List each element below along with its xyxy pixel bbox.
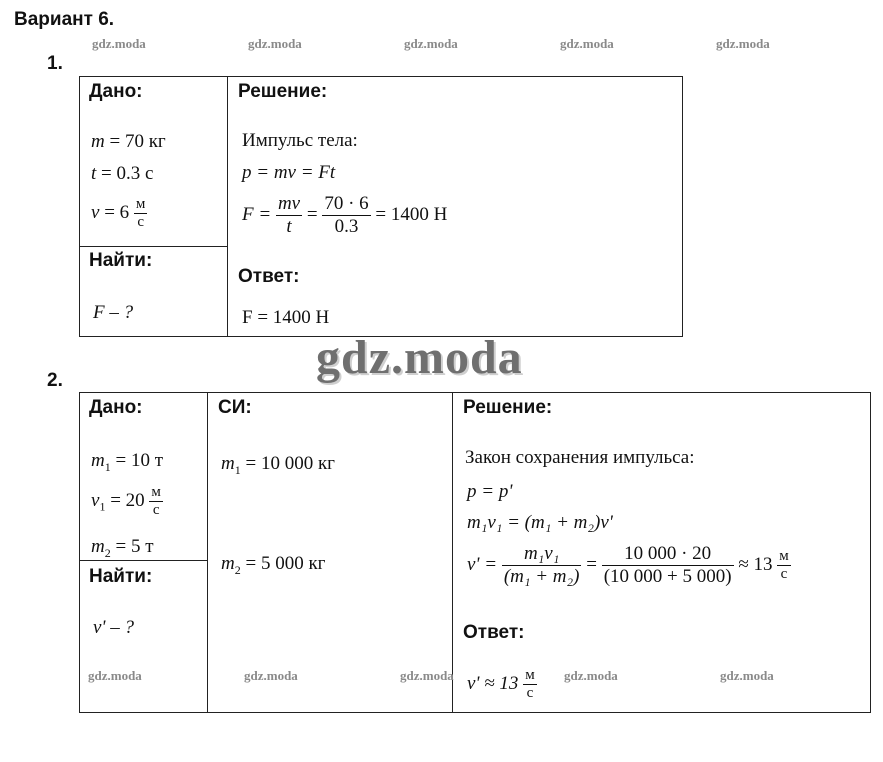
given-time: t = 0.3 с xyxy=(91,163,154,184)
answer-header: Ответ: xyxy=(238,266,300,287)
given-velocity1: $v_1 = 20$ $\frac{м}{с}$ xyxy=(91,484,161,518)
watermark: gdz.moda xyxy=(92,36,146,51)
solution-force: F = $\frac{mv}{t}$ = $\frac{70 \cdot 6}{0.3}$ = 1400 Н xyxy=(242,193,448,237)
si-header: СИ: xyxy=(218,397,252,418)
solution-header: Решение: xyxy=(463,397,553,418)
given-mass2: $m_2 = 5$ т xyxy=(91,536,154,560)
find-header: Найти: xyxy=(89,250,153,271)
find-header: Найти: xyxy=(89,566,153,587)
given-header: Дано: xyxy=(89,397,143,418)
solution-formula: m₁v₁ = (m₁ + m₂)v' xyxy=(467,512,613,533)
given-velocity: v = 6 $\frac{м}{с}$ xyxy=(91,196,146,230)
solution-formula: p = mv = Ft xyxy=(242,162,336,183)
given-mass1: $m_1 = 10$ т xyxy=(91,450,164,474)
solution-header: Решение: xyxy=(238,81,328,102)
watermark: gdz.moda xyxy=(720,668,774,683)
find-value: v' – ? xyxy=(93,617,134,638)
si-mass1: $m_1 = 10$ 000 кг xyxy=(221,453,335,477)
answer-value: v' ≈ 13 $\frac{м}{с}$ xyxy=(467,667,535,701)
answer-value: F = 1400 Н xyxy=(242,307,330,328)
solution-intro: Закон сохранения импульса: xyxy=(465,447,695,468)
watermark: gdz.moda xyxy=(400,668,454,683)
solution-velocity: v' = $\frac{\text{m₁v₁}}{\text{(m₁ + m₂)}}$ = $\frac{10 000 \cdot 20}{(10 000 + 5 000)}$ ≈ 13 $\frac{м}{с}$ xyxy=(467,543,789,587)
watermark-large: gdz.moda xyxy=(316,331,523,384)
si-mass2: $m_2 = 5$ 000 кг xyxy=(221,553,326,577)
find-value: F – ? xyxy=(93,302,134,323)
watermark: gdz.moda xyxy=(244,668,298,683)
watermark: gdz.moda xyxy=(716,36,770,51)
page-title: Вариант 6. xyxy=(14,9,115,30)
watermark: gdz.moda xyxy=(404,36,458,51)
answer-header: Ответ: xyxy=(463,622,525,643)
given-header: Дано: xyxy=(89,81,143,102)
problem-number: 1. xyxy=(47,53,63,74)
watermark: gdz.moda xyxy=(560,36,614,51)
solution-intro: Импульс тела: xyxy=(242,130,358,151)
problem-number: 2. xyxy=(47,370,63,391)
watermark: gdz.moda xyxy=(248,36,302,51)
given-mass: m = 70 кг xyxy=(91,131,166,152)
solution-formula: p = p' xyxy=(467,481,513,502)
watermark: gdz.moda xyxy=(88,668,142,683)
watermark: gdz.moda xyxy=(564,668,618,683)
